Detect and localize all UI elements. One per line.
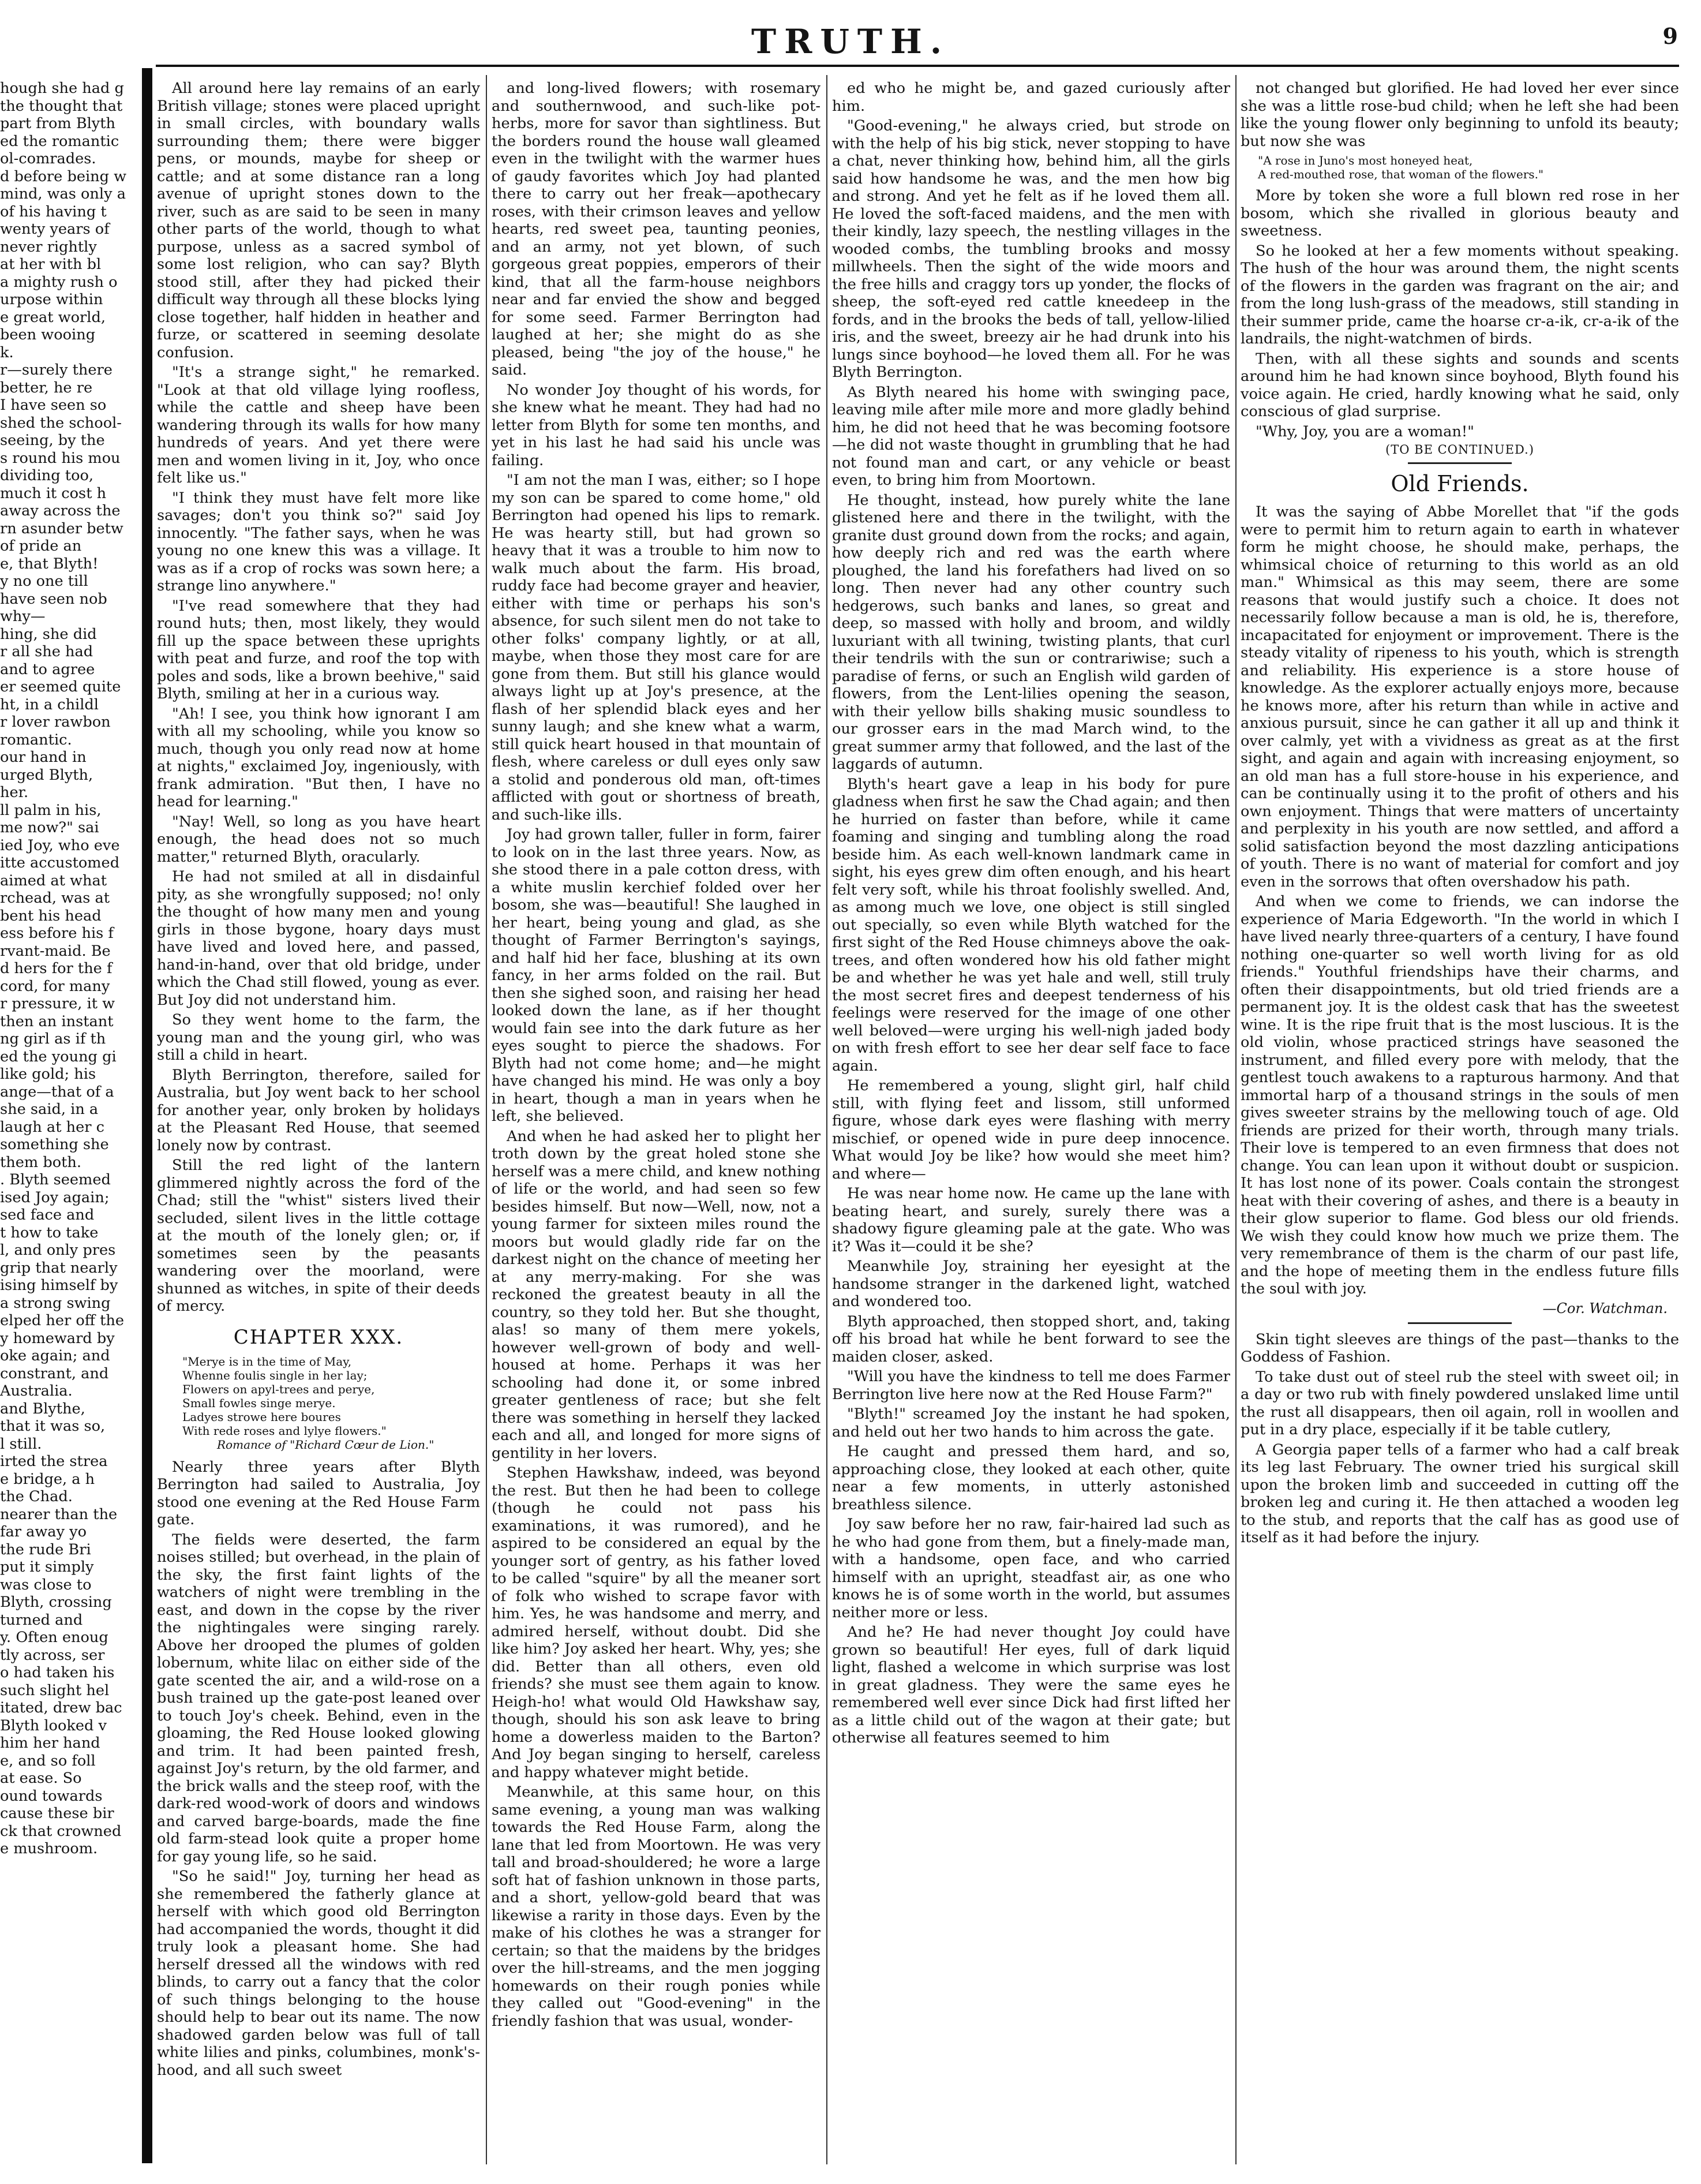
clipped-text-line: rn asunder betw (0, 519, 123, 537)
clipped-text-line: something she (0, 1136, 109, 1153)
story-paragraph: He remembered a young, slight girl, half child still, with flying feet and lissom, still unformed figure, whose dark eyes were flashing with merry mischief, or opened wide in pure deep innocence. What would Joy be like? how would she meet him? and where— (832, 1077, 1230, 1183)
clipped-text-line: turned and (0, 1611, 83, 1629)
clipped-text-line: ess before his f (0, 925, 114, 942)
clipped-text-line: cord, for many (0, 977, 110, 995)
clipped-text-line: been wooing (0, 326, 96, 343)
clipped-text-line: that it was so, (0, 1418, 106, 1435)
clipped-text-line: o had taken his (0, 1664, 115, 1681)
clipped-text-line: ised Joy again; (0, 1188, 110, 1206)
clipped-text-line: she said, in a (0, 1101, 99, 1118)
story-paragraph: All around here lay remains of an early British village; stones were placed upright in small circles, with boundary walls surrounding them; there were bigger pens, or mounds, maybe for sheep or cattle; and at some distance ran a long avenue of upright stones down to the river, such as are said to be seen in many other parts of the world, though to what purpose, unless as a sacred symbol of some lost religion, who can say? Blyth stood still, after they had picked their difficult way through all these blocks lying close together, half hidden in heather and furze, or scattered in seeming desolate confusion. (157, 80, 480, 361)
clipped-text-line: t how to take (0, 1224, 99, 1241)
clipped-text-line: rvant-maid. Be (0, 942, 111, 960)
clipped-text-line: laugh at her c (0, 1118, 104, 1136)
story-paragraph: The fields were deserted, the farm noises stilled; but overhead, in the plain of the sky, the first faint lights of the watchers of night were trembling in the east, and down in the copse by the river the nightingales were singing rarely. Above her drooped the plumes of golden lobernum, white lilac on either side of the gate scented the air, and a wild-rose on a bush trained up the gate-post leaned over to touch Joy's cheek. Behind, even in the gloaming, the Red House looked glowing and trim. It had been painted fresh, against Joy's return, by the old farmer, and the brick walls and the steep roof, with the dark-red wood-work of doors and windows and carved barge-boards, made the fine old farm-stead look quite a proper home for gay young life, so he said. (157, 1531, 480, 1865)
clipped-text-line: seeing, by the (0, 432, 105, 449)
clipped-text-line: y homeward by (0, 1329, 115, 1347)
story-paragraph: More by token she wore a full blown red rose in her bosom, which she rivalled in glorious beauty and sweetness. (1241, 187, 1679, 240)
clipped-text-line: l still. (0, 1435, 42, 1453)
section-divider (1408, 462, 1512, 464)
inline-quote (1258, 154, 1679, 181)
page-number: 9 (1662, 23, 1678, 49)
column-rule (1235, 75, 1237, 2164)
story-paragraph: "It's a strange sight," he remarked. "Look at that old village lying roofless, while the cattle and sheep have been wandering through its walls for how many hundreds of years. And yet there were men and women living in it, Joy, who once felt like us." (157, 364, 480, 487)
clipped-text-line: Blyth, crossing (0, 1594, 112, 1611)
story-paragraph: Blyth approached, then stopped short, and, taking off his broad hat while he bent forward to see the maiden closer, asked. (832, 1312, 1230, 1366)
clipped-text-line: hing, she did (0, 625, 97, 643)
clipped-text-line: Australia. (0, 1382, 73, 1400)
clipped-text-line: why— (0, 608, 46, 625)
clipped-text-line: aimed at what (0, 872, 107, 889)
clipped-text-line: her. (0, 784, 29, 801)
story-paragraph: So he looked at her a few moments without speaking. The hush of the hour was around them, the night scents of the flowers in the garden was fragrant on the air; and from the long lush-grass of the meadows, still standing in their summer pride, came the hoarse cr-a-ik, cr-a-ik of the landrails, the night-watchmen of birds. (1241, 242, 1679, 347)
clipped-text-line: bent his head (0, 907, 102, 925)
clipped-text-line: r pressure, it w (0, 995, 115, 1012)
story-paragraph: "Ah! I see, you think how ignorant I am with all my schooling, while you know so much, though you only read now at home at nights," exclaimed Joy, ingeniously, with frank admiration. "But then, I have no head for learning." (157, 705, 480, 810)
clipped-text-line: ied Joy, who eve (0, 836, 120, 854)
verse-line: "Merye is in the time of May, (182, 1354, 352, 1368)
clipped-text-line: never rightly (0, 238, 97, 256)
clipped-text-line: y no one till (0, 573, 88, 590)
story-paragraph: He caught and pressed them hard, and so, approaching close, they looked at each other, quite near a few moments, in utterly astonished breathless silence. (832, 1443, 1230, 1513)
clipped-text-line: er seemed quite (0, 678, 121, 695)
clipped-text-line: d hers for the f (0, 960, 113, 977)
clipped-text-line: ck that crowned (0, 1822, 122, 1840)
clipped-text-line: y. Often enoug (0, 1629, 108, 1646)
clipped-text-line: a mighty rush o (0, 273, 118, 291)
story-paragraph: Stephen Hawkshaw, indeed, was beyond the rest. But then he had been to college (though he could not pass his examinations, it was rumored), and he aspired to be considered an equal by the younger sort of gentry, as his father loved to be called "squire" by all the meaner sort of folk who wished to scrape favor with him. Yes, he was handsome and merry, and admired herself, without doubt. Did she like him? Joy asked her heart. Why, yes; she did. Better than all others, even old friends? she must see them again to know. Heigh-ho! what would Old Hawkshaw say, though, should his son ask leave to bring home a dowerless maiden to the Barton? And Joy began singing to herself, careless and happy whatever might betide. (492, 1464, 820, 1781)
story-paragraph: Joy saw before her no raw, fair-haired lad such as he who had gone from them, but a finely-made man, with a handsome, open face, and who carried himself with an upright, steadfast air, as one who knows he is of some worth in the world, but assumes neither more or less. (832, 1516, 1230, 1621)
story-paragraph: Still the red light of the lantern glimmered nightly across the ford of the Chad; still the "whist" sisters lived their secluded, silent lives in the little cottage at the mouth of the lonely glen; or, if sometimes seen by the peasants wandering over the moorland, were shunned as witches, in spite of their deeds of mercy. (157, 1157, 480, 1315)
clipped-text-line: romantic. (0, 731, 72, 749)
clipped-text-line: e bridge, a h (0, 1470, 95, 1488)
clipped-text-line: at ease. So (0, 1770, 82, 1787)
masthead (0, 17, 1701, 63)
clipped-text-line: like gold; his (0, 1065, 96, 1083)
clipped-text-line: was close to (0, 1576, 92, 1594)
clipped-text-line: the rude Bri (0, 1540, 91, 1558)
clipped-text-line: put it simply (0, 1558, 94, 1576)
story-paragraph: No wonder Joy thought of his words, for she knew what he meant. They had had no letter from Blyth for some ten months, and yet in his last he had said his uncle was failing. (492, 381, 820, 469)
article-paragraph: And when we come to friends, we can indorse the experience of Maria Edgeworth. "In the world in which I have lived nearly three-quarters of a century, I have found nothing one-quarter so well worth living for as old friends." Youthful friendships have their charms, and often their disappointments, but old tried friends are a permanent joy. It is the oldest cask that has the sweetest wine. It is the ripe fruit that is the most luscious. It is the old violin, whose practiced strings have seasoned the instrument, and filled every pore with melody, that the gentlest touch awakens to a rapturous harmony. And that immortal harp of a thousand strings in the souls of men gives sweeter strains by the mellowing touch of age. Old friends are prized for their worth, through many trials. Their love is tempered to an even firmness that does not change. You can lean upon it without doubt or suspicion. It has lost none of its power. Coals contain the strongest heat with their covering of ashes, and there is a beauty in their glow superior to flame. God bless our old friends. We wish they could know how much we prize them. The very remembrance of them is the charm of our past life, and the hope of meeting them in the endless future fills the soul with joy. (1241, 893, 1679, 1297)
story-paragraph: Joy had grown taller, fuller in form, fairer to look on in the last three years. Now, as she stood there in a pale cotton dress, with a white muslin kerchief folded over her bosom, she was—beautiful! She laughed in her heart, being young and glad, as she thought of Farmer Berrington's sayings, and half hid her face, blushing at its own fancy, in her arms folded on the rail. But then she sighed soon, and raising her head looked down the lane, as if her thought would fain see into the dark future as her eyes sought to pierce the shadows. For Blyth had not come home; and—he might have changed his mind. He was only a boy in heart, though a man in years when he left, she believed. (492, 826, 820, 1125)
clipped-text-line: hough she had g (0, 80, 124, 97)
clipped-text-line: and Blythe, (0, 1400, 85, 1418)
verse-line: Small fowles singe merye. (182, 1396, 336, 1410)
story-paragraph: "So he said!" Joy, turning her head as she remembered the fatherly glance at herself with which good old Berrington had accompanied the words, thought it did truly look a pleasant home. She had herself dressed all the windows with red blinds, to carry out a fancy that the color of such things belonging to the house should help to bear out its name. The now shadowed garden below was full of tall white lilies and pinks, columbines, monk's-hood, and all such sweet (157, 1868, 480, 2079)
column-2 (492, 80, 820, 2169)
miscellany-item: Skin tight sleeves are things of the past—thanks to the Goddess of Fashion. (1241, 1330, 1679, 1366)
clipped-text-line: of his having t (0, 203, 107, 220)
clipped-text-line: our hand in (0, 749, 87, 766)
clipped-text-line: e, that Blyth! (0, 555, 99, 573)
column-rule (486, 75, 487, 2164)
story-paragraph: He thought, instead, how purely white the lane glistened here and there in the twilight, with the granite dust ground down from the rocks; and again, how deeply rich and red was the earth where ploughed, the land his forefathers had lived on so long. Then never had any other country such hedgerows, such banks and lanes, so great and deep, so massed with holly and broom, and wildly luxuriant with all twining, twisting plants, that curl their tendrils with the sun or contrariwise; such a paradise of ferns, or such an English wild garden of flowers, from the Lent-lilies opening the season, with their yellow bills shaking music soundless to our grosser ears in the mad March wind, to the great summer army that followed, and the last of the laggards of autumn. (832, 491, 1230, 773)
clipped-text-line: far away yo (0, 1523, 87, 1540)
clipped-text-line: of pride an (0, 537, 82, 555)
clipped-text-line: itated, drew bac (0, 1699, 122, 1716)
article-signature: —Cor. Watchman. (1542, 1300, 1668, 1317)
story-paragraph: "Why, Joy, you are a woman!" (1256, 422, 1474, 440)
clipped-text-line: e mushroom. (0, 1840, 98, 1857)
clipped-text-line: part from Blyth (0, 115, 116, 132)
story-paragraph: "Good-evening," he always cried, but strode on with the help of his big stick, never stopping to have a chat, never thinking how, behind him, all the girls said how handsome he was, and the men how big and strong. And yet he felt as if he loved them all. He loved the soft-faced maidens, and the men with their kindly, lazy speech, the nestling villages in the wooded combs, the tumbling brooks and mossy millwheels. Then the sight of the wide moors and the free hills and craggy tors up yonder, the flocks of sheep, the soft-eyed red cattle kneedeep in the fords, and in the brooks the beds of tall, yellow-lilied iris, and the sweet, breezy air he had drunk into his lungs since boyhood—he loved them all. For he was Blyth Berrington. (832, 117, 1230, 381)
section-divider (1408, 1322, 1512, 1324)
newspaper-title: TRUTH. (751, 22, 950, 61)
column-1 (157, 80, 480, 2169)
clipped-text-line: r all she had (0, 643, 93, 660)
clipped-left-column (0, 80, 136, 2169)
clipped-text-line: ed the young gi (0, 1048, 117, 1065)
clipped-text-line: elped her off the (0, 1312, 125, 1329)
chapter-heading: CHAPTER XXX. (233, 1325, 404, 1349)
clipped-text-line: ol-comrades. (0, 150, 96, 167)
column-3 (832, 80, 1230, 2169)
story-paragraph: As Blyth neared his home with swinging pace, leaving mile after mile more and more gladly behind him, he did not heed that he was becoming footsore—he did not waste thought in grumbling that he had not found man and cart, or any vehicle or beast even, to bring him from Moortown. (832, 383, 1230, 489)
clipped-text-line: him her hand (0, 1734, 100, 1752)
clipped-text-line: away across the (0, 502, 121, 519)
clipped-text-line: better, he re (0, 379, 93, 397)
clipped-text-line: s round his mou (0, 449, 121, 467)
story-paragraph: Blyth Berrington, therefore, sailed for Australia, but Joy went back to her school for another year, only broken by holidays at the Pleasant Red House, that seemed lonely now by contrast. (157, 1066, 480, 1154)
clipped-text-line: ll palm in his, (0, 801, 102, 819)
story-paragraph: "Blyth!" screamed Joy the instant he had spoken, and held out her two hands to him across the gate. (832, 1405, 1230, 1441)
story-paragraph: Nearly three years after Blyth Berrington had sailed to Australia, Joy stood one evening at the Red House Farm gate. (157, 1458, 480, 1528)
story-paragraph: "Nay! Well, so long as you have heart enough, the head does not so much matter," returned Blyth, oracularly. (157, 813, 480, 866)
column-4 (1241, 80, 1679, 2169)
clipped-text-line: at her with bl (0, 256, 102, 273)
clipped-text-line: have seen nob (0, 590, 107, 608)
clipped-text-line: sed face and (0, 1206, 95, 1224)
column-rule (826, 75, 827, 2164)
clipped-text-line: cause these bir (0, 1805, 114, 1822)
binding-gutter (142, 68, 152, 2163)
quote-line: "A rose in Juno's most honeyed heat, (1258, 154, 1473, 167)
clipped-text-line: mind, was only a (0, 185, 126, 203)
clipped-text-line: me now?" sai (0, 819, 99, 836)
story-paragraph: He had not smiled at all in disdainful pity, as she wrongfully supposed; no! only the thought of how many men and young girls in those bygone, hoary days must have lived and loved here, and passed, hand-in-hand, over that old bridge, under which the Chad still flowed, young as ever. But Joy did not understand him. (157, 868, 480, 1009)
clipped-text-line: wenty years of (0, 220, 110, 238)
story-paragraph: Meanwhile Joy, straining her eyesight at the handsome stranger in the darkened light, watched and wondered too. (832, 1258, 1230, 1310)
story-paragraph: And when he had asked her to plight her troth down by the great holed stone she herself was a mere child, and knew nothing of life or the world, and had seen so few besides himself. But now—Well, now, not a young farmer for sixteen miles round the moors but would gladly ride far on the darkest night on the chance of meeting her at any merry-making. For she was reckoned the greatest beauty in all the country, so they told her. But she thought, alas! so many of them mere yokels, however well-grown of body and well-housed at home. Perhaps it was her schooling had done it, or some inbred greater gentleness of race; but she felt there was something in herself they lacked each and all, and longed for more signs of gentility in her lovers. (492, 1127, 820, 1462)
clipped-text-line: I have seen so (0, 397, 107, 414)
clipped-text-line: shed the school- (0, 414, 122, 432)
clipped-text-line: urged Blyth, (0, 766, 93, 784)
story-paragraph: and long-lived flowers; with rosemary and southernwood, and such-like pot-herbs, more for savor than sightliness. But the borders round the house wall gleamed even in the twilight with the warmer hues of gaudy favorites which Joy had planted there to carry out her freak—apothecary roses, with their crimson leaves and yellow hearts, red sweet pea, taunting peonies, and an army, not yet blown, of such gorgeous great poppies, emperors of their kind, that all the farm-house neighbors near and far envied the show and begged for some seed. Farmer Berrington had laughed at her; she might do as she pleased, being "the joy of the house," he said. (492, 80, 820, 379)
clipped-text-line: them both. (0, 1153, 82, 1171)
clipped-text-line: e, and so foll (0, 1752, 96, 1770)
story-paragraph: He was near home now. He came up the lane with beating heart, and surely, surely there was a shadowy figure gleaming pale at the gate. Who was it? Was it—could it be she? (832, 1185, 1230, 1255)
story-paragraph: Blyth's heart gave a leap in his body for pure gladness when first he saw the Chad again; and then he hurried on faster than before, while it came foaming and singing and tumbling along the road beside him. As each well-known landmark came in sight, his eyes grew dim often enough, and his heart felt very soft, while his throat foolishly swelled. And, as among much we love, one object is still singled out specially, so even while Blyth watched for the first sight of the Red House chimneys above the oak-trees, and often wondered how his old father might be and whether he was yet hale and well, still truly the most secret fires and deepest tenderness of his feelings were reserved for the image of one other well beloved—were urging his well-nigh jaded body on with fresh effort to see her dear self face to face again. (832, 775, 1230, 1075)
clipped-text-line: a strong swing (0, 1294, 111, 1312)
clipped-text-line: e great world, (0, 308, 106, 326)
story-paragraph: "Will you have the kindness to tell me does Farmer Berrington live here now at the Red House Farm?" (832, 1368, 1230, 1403)
story-paragraph: "I am not the man I was, either; so I hope my son can be spared to come home," old Berrington had opened his lips to remark. He was hearty still, but had grown so heavy that it was a trouble to him now to walk much about the farm. His broad, ruddy face had become grayer and heavier, either with time or perhaps his son's absence, for such silent men do not take to other folks' company lightly, or at all, maybe, when those they most care for are gone from them. But still his glance would always light up at Joy's presence, at the flash of her splendid black eyes and her sunny laugh; and she knew what a warm, still quick heart housed in that mountain of flesh, where careless or dull eyes only saw a stolid and ponderous old man, oft-times afflicted with gout or shortness of breath, and such-like ills. (492, 472, 820, 824)
clipped-text-line: the Chad. (0, 1488, 73, 1505)
clipped-text-line: and to agree (0, 660, 95, 678)
story-paragraph: ed who he might be, and gazed curiously after him. (832, 80, 1230, 115)
story-paragraph: Meanwhile, at this same hour, on this same evening, a young man was walking towards the Red House Farm, along the lane that led from Moortown. He was very tall and broad-shouldered; he wore a large soft hat of fashion unknown in those parts, and a short, yellow-gold beard that was likewise a rarity in those days. Even by the make of his clothes he was a stranger for certain; so that the maidens by the bridges over the hill-streams, and the men jogging homewards on their rough ponies while they called out "Good-evening" in the friendly fashion that was usual, wonder- (492, 1783, 820, 2030)
verse-citation: Romance of "Richard Cœur de Lion." (217, 1437, 434, 1452)
clipped-text-line: much it cost h (0, 484, 107, 502)
old-friends-heading: Old Friends. (1391, 471, 1529, 496)
story-paragraph: Then, with all these sights and sounds and scents around him he had known since boyhood, Blyth found his voice again. He cried, hardly knowing what he said, only conscious of glad surprise. (1241, 350, 1679, 420)
clipped-text-line: then an instant (0, 1012, 114, 1030)
clipped-text-line: k. (0, 343, 14, 361)
story-paragraph: not changed but glorified. He had loved her ever since she was a little rose-bud child; when he left she had been like the young flower only beginning to unfold its beauty; but now she was (1241, 80, 1679, 150)
clipped-text-line: nearer than the (0, 1505, 118, 1523)
clipped-text-line: itte accustomed (0, 854, 120, 872)
clipped-text-line: ed the romantic (0, 132, 119, 150)
clipped-text-line: ht, in a childl (0, 695, 99, 713)
verse-line: With rede roses and lylye flowers." (182, 1423, 387, 1438)
verse-line: Whenne foulis single in her lay; (182, 1368, 368, 1382)
verse-line: Flowers on apyl-trees and perye, (182, 1382, 375, 1396)
clipped-text-line: oke again; and (0, 1347, 110, 1364)
clipped-text-line: grip that nearly (0, 1259, 118, 1277)
clipped-text-line: d before being w (0, 167, 127, 185)
verse-line: Ladyes strowe here boures (182, 1409, 341, 1424)
clipped-text-line: dividing too, (0, 467, 94, 484)
clipped-text-line: such slight hel (0, 1681, 110, 1699)
clipped-text-line: urpose within (0, 291, 103, 308)
miscellany-item: A Georgia paper tells of a farmer who had a calf break its leg last February. The owner tried his surgical skill upon the broken limb and succeeded in cutting off the broken leg and curing it. He then attached a wooden leg to the stub, and reports that the calf has as good use of itself as it had before the injury. (1241, 1441, 1679, 1546)
story-paragraph: "I've read somewhere that they had round huts; then, most likely, they would fill up the space between these uprights with peat and furze, and roof the top with poles and sods, like a brown beehive," said Blyth, smiling at her in a curious way. (157, 597, 480, 702)
to-be-continued: (TO BE CONTINUED.) (1385, 443, 1534, 457)
clipped-text-line: r lover rawbon (0, 713, 111, 731)
clipped-text-line: r—surely there (0, 361, 113, 379)
clipped-text-line: ising himself by (0, 1277, 118, 1294)
clipped-text-line: . Blyth seemed (0, 1171, 111, 1188)
clipped-text-line: l, and only pres (0, 1241, 116, 1259)
quote-line: A red-mouthed rose, that woman of the flowers." (1258, 167, 1544, 181)
article-paragraph: It was the saying of Abbe Morellet that "if the gods were to permit him to return again to earth in whatever form he might choose, he should make, perhaps, the whimsical choice of returning to this world as an old man." Whimsical as this may seem, there are some reasons that would justify such a choice. It does not necessarily follow because a man is old, he is, therefore, incapacitated for enjoyment or improvement. There is the steady vitality of ripeness to his youth, which is strength and reliability. His experience is a store house of knowledge. As the explorer actually enjoys more, because he knows more, after his return than while in active and anxious pursuit, since he can gather it all up and think it over calmly, yet with a vividness as great as at the first sight, and again and again with increasing enjoyment, so an old man has a full store-house in his experience, and can be continually using it to the profit of others and his own enjoyment. Things that were matters of uncertainty and perplexity in his youth are now settled, and afford a solid satisfaction beyond the most dazzling anticipations of youth. There is no want of material for comfort and joy even in the sorrows that often overshadow his path. (1241, 503, 1679, 891)
clipped-text-line: Blyth looked v (0, 1716, 107, 1734)
header-rule (156, 65, 1679, 67)
clipped-text-line: ange—that of a (0, 1083, 114, 1101)
clipped-text-line: ound towards (0, 1787, 103, 1805)
story-paragraph: So they went home to the farm, the young man and the young girl, who was still a child in heart. (157, 1011, 480, 1064)
clipped-text-line: irted the strea (0, 1453, 108, 1470)
story-paragraph: "I think they must have felt more like savages; don't you think so?" said Joy innocently. "The father says, when he was young no one knew this was a village. It was as if a crop of rocks was sown here; a strange lino anywhere." (157, 489, 480, 594)
clipped-text-line: rchead, was at (0, 889, 110, 907)
clipped-text-line: tly across, ser (0, 1646, 105, 1664)
miscellany-item: To take dust out of steel rub the steel with sweet oil; in a day or two rub with finely powdered unslaked lime until the rust all disappears, then oil again, roll in woollen and put in a dry place, especially if it be table cutlery, (1241, 1368, 1679, 1438)
chapter-epigraph (182, 1355, 480, 1452)
clipped-text-line: the thought that (0, 97, 123, 115)
clipped-text-line: constrant, and (0, 1364, 109, 1382)
story-paragraph: And he? He had never thought Joy could have grown so beautiful! Her eyes, full of dark liquid light, flashed a welcome in which surprise was lost in great gladness. They were the same eyes he remembered well ever since Dick had first lifted her as a little child out of the wagon at their gate; but otherwise all features seemed to him (832, 1624, 1230, 1747)
clipped-text-line: ng girl as if th (0, 1030, 106, 1048)
